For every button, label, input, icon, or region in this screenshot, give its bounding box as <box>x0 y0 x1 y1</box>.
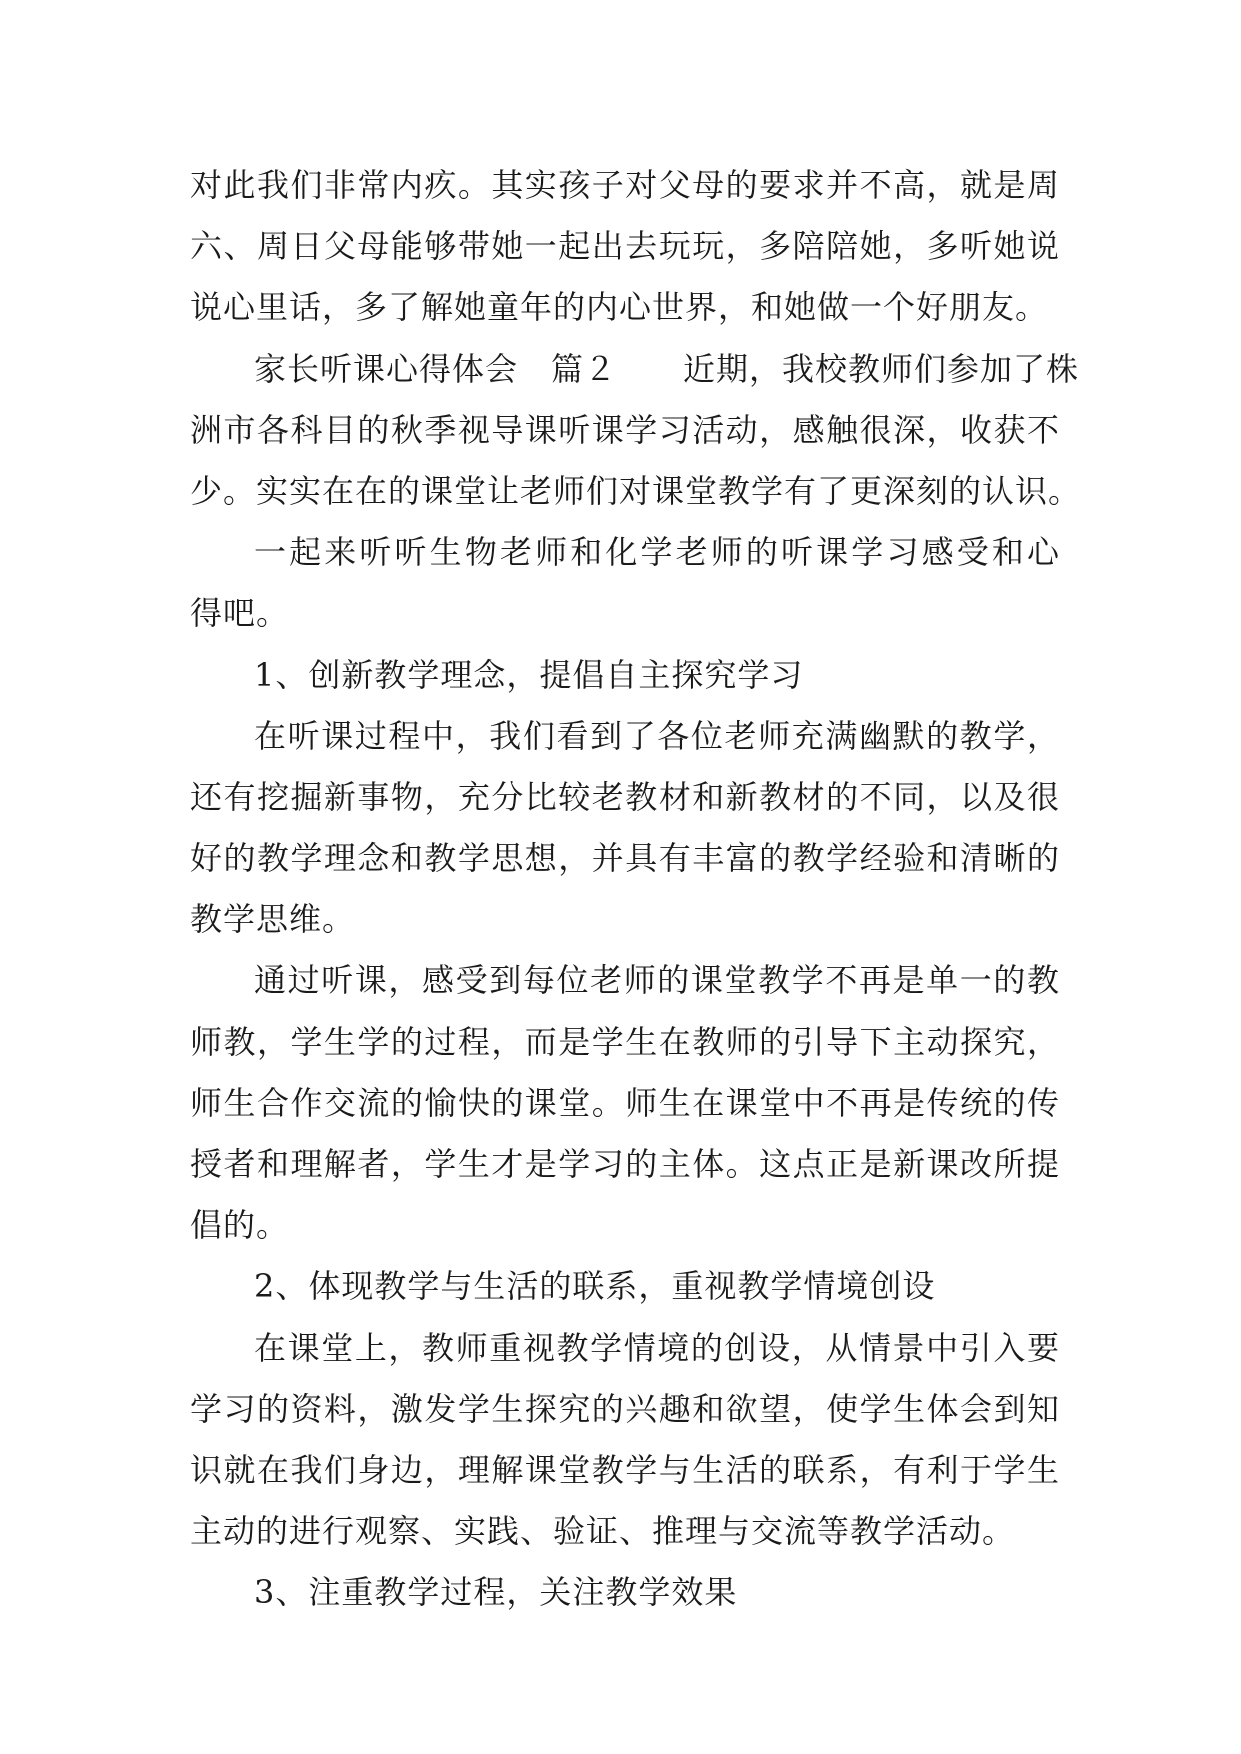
text-line: 主动的进行观察、实践、验证、推理与交流等教学活动。 <box>190 1512 1016 1551</box>
text-line: 学习的资料，激发学生探究的兴趣和欲望，使学生体会到知 <box>190 1389 1060 1428</box>
text-line: 师教，学生学的过程，而是学生在教师的引导下主动探究， <box>190 1022 1060 1061</box>
text-line: 3、注重教学过程，关注教学效果 <box>254 1573 738 1612</box>
text-line: 六、周日父母能够带她一起出去玩玩，多陪陪她，多听她说 <box>190 227 1060 266</box>
text-line: 在课堂上，教师重视教学情境的创设，从情景中引入要 <box>254 1328 1060 1367</box>
text-line: 得吧。 <box>190 594 290 633</box>
text-line: 说心里话，多了解她童年的内心世界，和她做一个好朋友。 <box>190 288 1049 327</box>
text-line: 通过听课，感受到每位老师的课堂教学不再是单一的教 <box>254 961 1060 1000</box>
text-line: 洲市各科目的秋季视导课听课学习活动，感触很深，收获不 <box>190 410 1060 449</box>
text-line: 还有挖掘新事物，充分比较老教材和新教材的不同，以及很 <box>190 777 1060 816</box>
text-line: 倡的。 <box>190 1206 290 1245</box>
text-line: 对此我们非常内疚。其实孩子对父母的要求并不高，就是周 <box>190 166 1060 204</box>
text-line: 少。实实在在的课堂让老师们对课堂教学有了更深刻的认识。 <box>190 471 1082 510</box>
text-line: 教学思维。 <box>190 900 356 939</box>
document-body <box>190 155 1082 1624</box>
text-line: 师生合作交流的愉快的课堂。师生在课堂中不再是传统的传 <box>190 1083 1060 1122</box>
text-line: 好的教学理念和教学思想，并具有丰富的教学经验和清晰的 <box>190 839 1060 878</box>
text-line: 授者和理解者，学生才是学习的主体。这点正是新课改所提 <box>190 1145 1060 1183</box>
text-line: 1、创新教学理念，提倡自主探究学习 <box>254 655 804 694</box>
text-line: 家长听课心得体会 篇２ 近期，我校教师们参加了株 <box>254 349 1080 388</box>
text-line: 一起来听听生物老师和化学老师的听课学习感受和心 <box>254 533 1060 572</box>
text-line: 在听课过程中，我们看到了各位老师充满幽默的教学， <box>254 716 1060 755</box>
text-line: 识就在我们身边，理解课堂教学与生活的联系，有利于学生 <box>190 1450 1060 1489</box>
text-line: 2、体现教学与生活的联系，重视教学情境创设 <box>254 1267 936 1306</box>
